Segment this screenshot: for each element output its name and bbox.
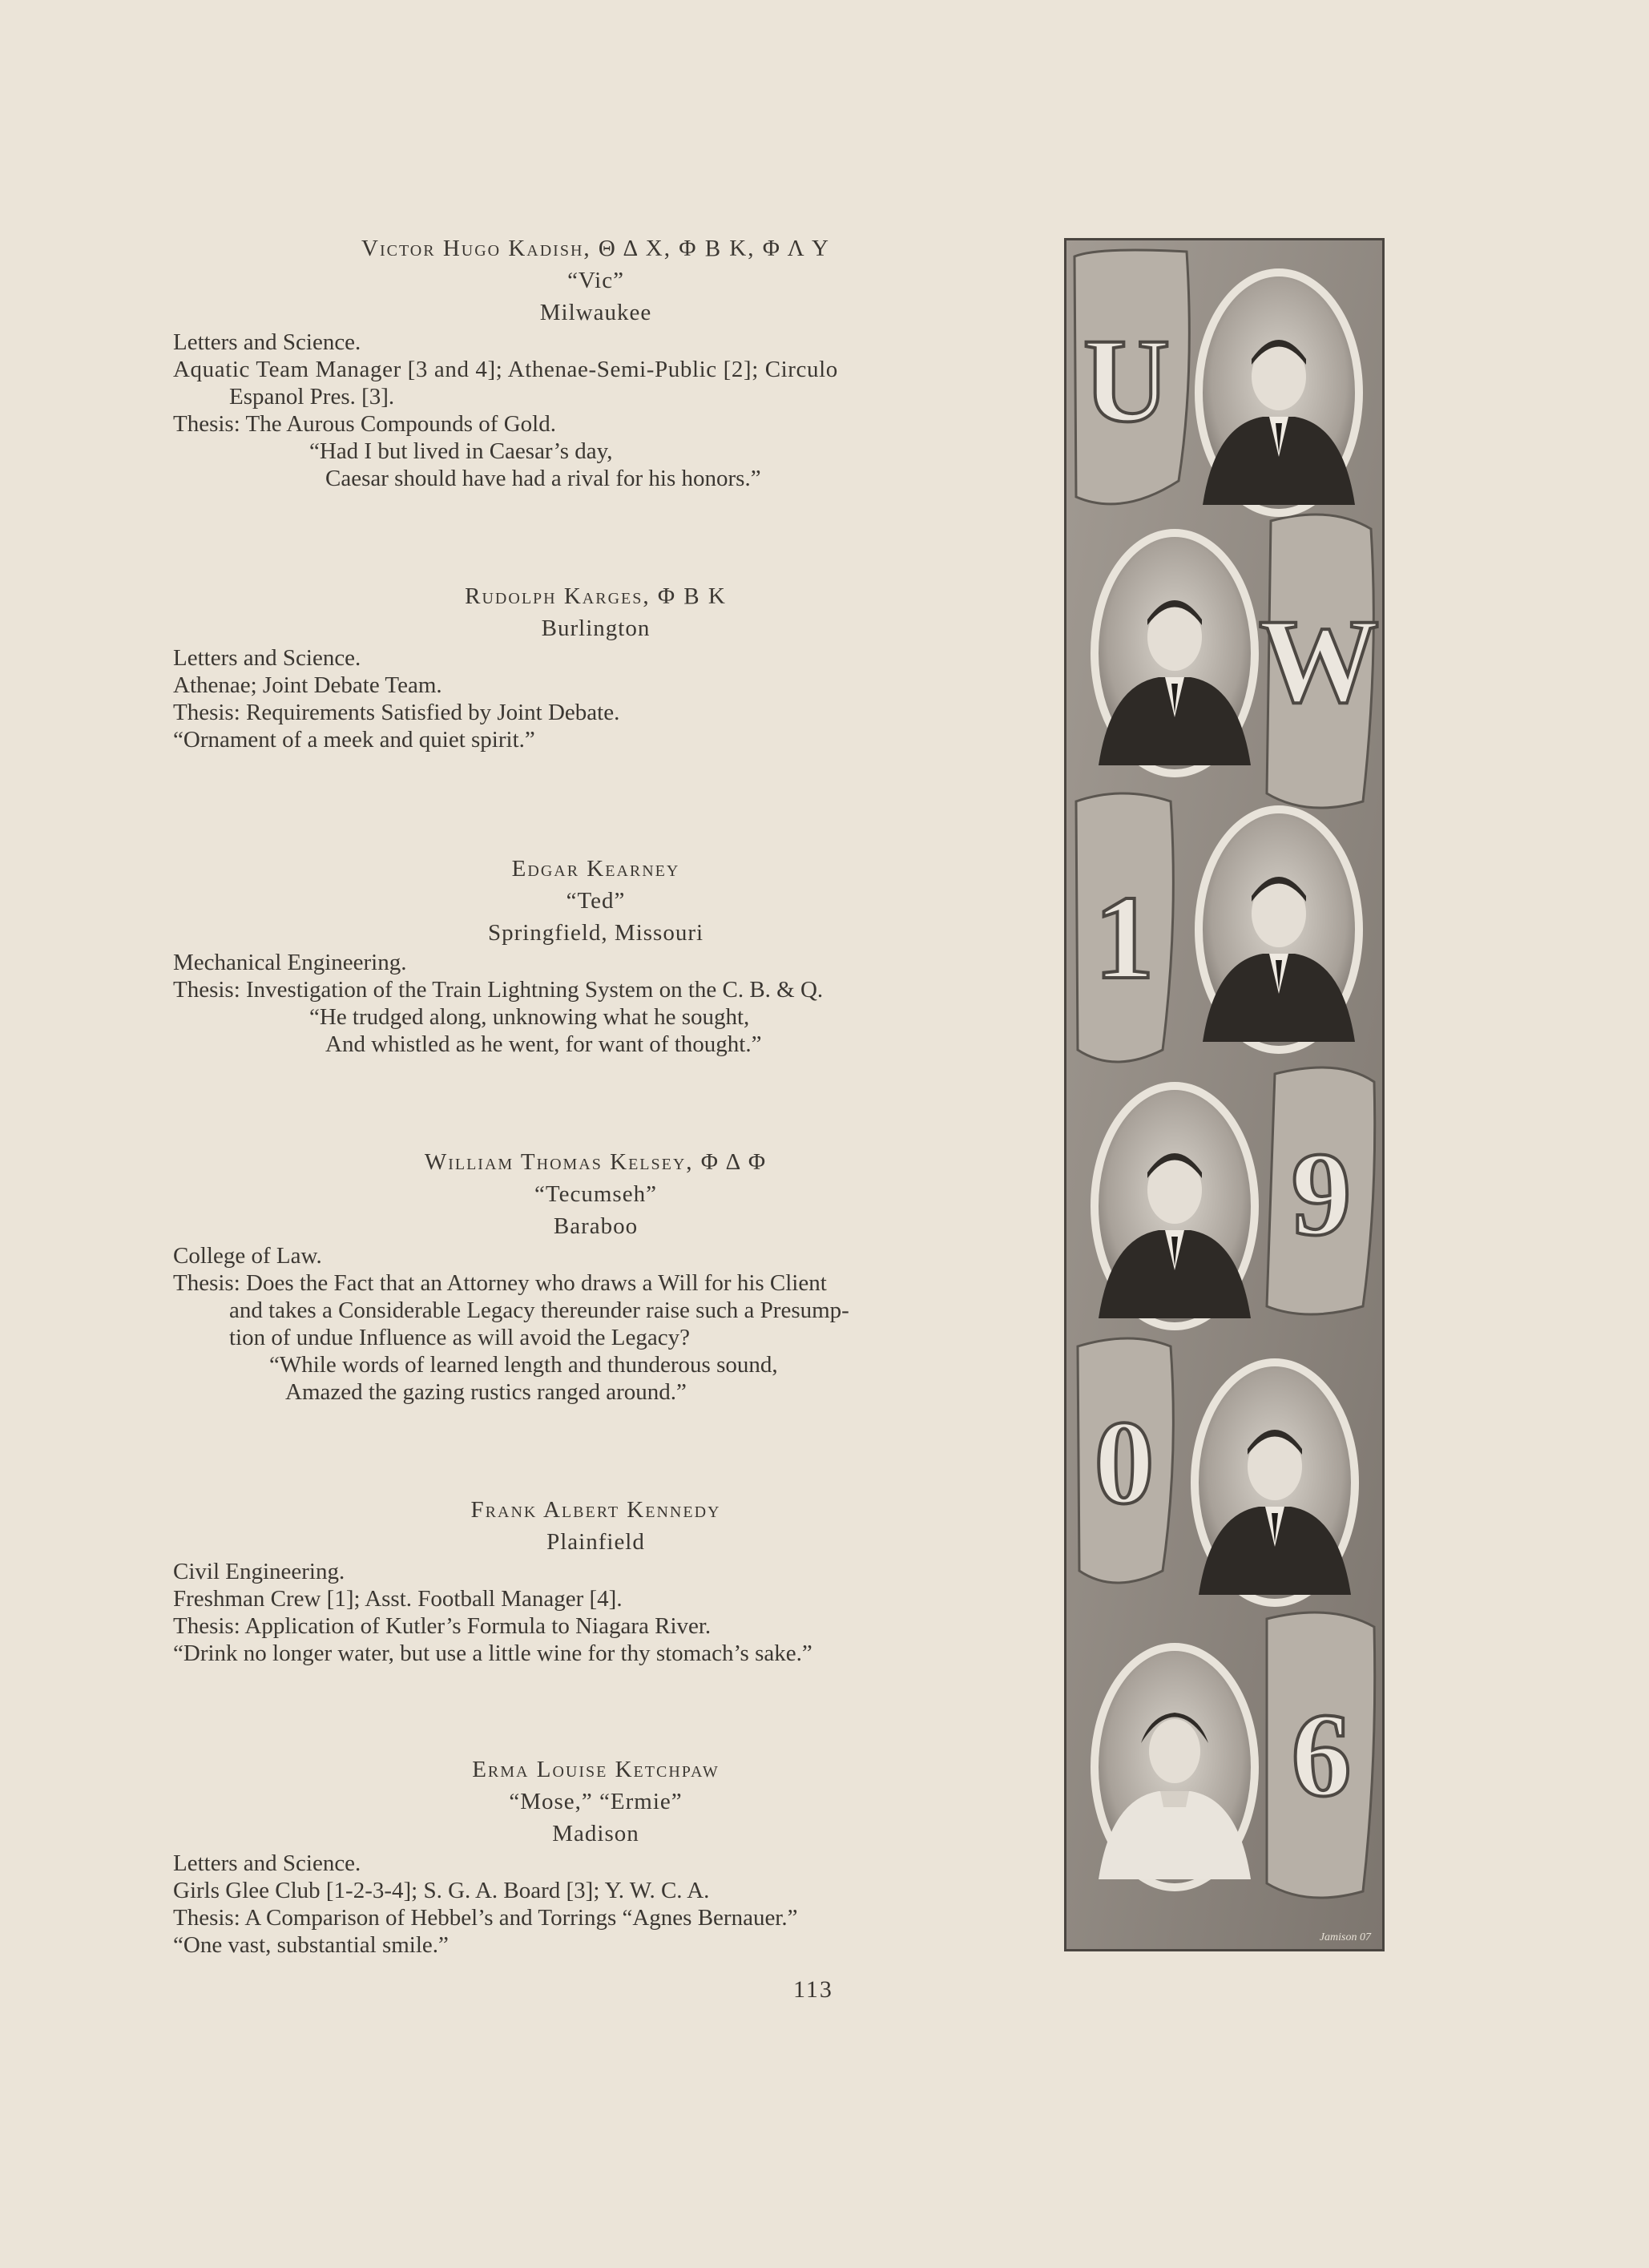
- entry-line: “One vast, substantial smile.”: [173, 1932, 449, 1958]
- portrait-strip-art: [1066, 240, 1382, 1949]
- entry-line: Letters and Science.: [173, 329, 361, 355]
- entry-line: and takes a Considerable Legacy thereunder raise such a Presump-: [229, 1297, 849, 1323]
- quote-line: Amazed the gazing rustics ranged around.”: [285, 1379, 687, 1405]
- student-hometown: Madison: [552, 1821, 639, 1846]
- student-nickname: “Vic”: [567, 268, 624, 293]
- entry-line: Thesis: A Comparison of Hebbel’s and Torrings “Agnes Bernauer.”: [173, 1905, 798, 1931]
- entry-line: Thesis: Does the Fact that an Attorney who draws a Will for his Client: [173, 1270, 827, 1296]
- student-hometown: Springfield, Missouri: [487, 920, 704, 946]
- entry-line: “Drink no longer water, but use a little wine for thy stomach’s sake.”: [173, 1640, 812, 1666]
- quote-line: “While words of learned length and thunderous sound,: [269, 1352, 778, 1378]
- page-number: 113: [793, 1976, 833, 2003]
- quote-line: Caesar should have had a rival for his honors.”: [325, 466, 761, 491]
- student-entry: [173, 1753, 1018, 1959]
- entry-line: tion of undue Influence as will avoid the Legacy?: [229, 1325, 690, 1350]
- quote-line: “Had I but lived in Caesar’s day,: [309, 438, 613, 464]
- student-nickname: “Mose,” “Ermie”: [509, 1789, 683, 1814]
- student-nickname: “Ted”: [566, 888, 626, 914]
- quote-line: “He trudged along, unknowing what he sought,: [309, 1004, 750, 1030]
- entry-line: Aquatic Team Manager [3 and 4]; Athenae-Semi-Public [2]; Circulo: [173, 357, 838, 382]
- entry-line: Civil Engineering.: [173, 1559, 345, 1584]
- svg-text:6: 6: [1291, 1689, 1352, 1822]
- entry-line: Letters and Science.: [173, 645, 361, 671]
- entry-line: Mechanical Engineering.: [173, 950, 407, 975]
- svg-text:1: 1: [1094, 871, 1155, 1004]
- student-hometown: Burlington: [541, 615, 651, 641]
- student-name: Rudolph Karges, Φ Β Κ: [465, 583, 727, 609]
- student-name: William Thomas Kelsey, Φ Δ Φ: [424, 1149, 768, 1175]
- student-name: Erma Louise Ketchpaw: [472, 1757, 720, 1782]
- entry-line: Freshman Crew [1]; Asst. Football Manager [4].: [173, 1586, 623, 1612]
- student-entry: [173, 853, 1018, 1058]
- entry-line: Thesis: Investigation of the Train Lightning System on the C. B. & Q.: [173, 977, 824, 1003]
- svg-text:U: U: [1083, 314, 1171, 447]
- student-name: Victor Hugo Kadish, Θ Δ Χ, Φ Β Κ, Φ Λ Υ: [361, 236, 830, 261]
- entry-line: Thesis: Application of Kutler’s Formula to Niagara River.: [173, 1613, 712, 1639]
- entry-line: Espanol Pres. [3].: [229, 384, 395, 410]
- quote-line: And whistled as he went, for want of thought.”: [325, 1031, 762, 1057]
- student-hometown: Baraboo: [553, 1213, 639, 1239]
- student-hometown: Milwaukee: [539, 300, 652, 325]
- artist-signature: Jamison 07: [1319, 1931, 1371, 1943]
- student-hometown: Plainfield: [546, 1529, 645, 1555]
- entry-line: Letters and Science.: [173, 1850, 361, 1876]
- student-entry: [173, 1494, 1018, 1667]
- entry-line: “Ornament of a meek and quiet spirit.”: [173, 727, 535, 753]
- student-name: Frank Albert Kennedy: [470, 1497, 721, 1523]
- student-entry: [173, 580, 1018, 753]
- student-entry: [173, 232, 1018, 492]
- entry-line: College of Law.: [173, 1243, 322, 1269]
- student-name: Edgar Kearney: [511, 856, 680, 882]
- svg-text:9: 9: [1291, 1128, 1352, 1261]
- entry-line: Thesis: Requirements Satisfied by Joint Debate.: [173, 700, 620, 725]
- student-entry: [173, 1146, 1018, 1406]
- svg-text:W: W: [1259, 595, 1379, 728]
- portrait-strip: [1064, 238, 1385, 1951]
- entry-line: Thesis: The Aurous Compounds of Gold.: [173, 411, 556, 437]
- student-nickname: “Tecumseh”: [534, 1181, 657, 1207]
- entry-line: Athenae; Joint Debate Team.: [173, 672, 442, 698]
- entry-line: Girls Glee Club [1-2-3-4]; S. G. A. Board [3]; Y. W. C. A.: [173, 1878, 710, 1903]
- svg-text:0: 0: [1094, 1396, 1155, 1529]
